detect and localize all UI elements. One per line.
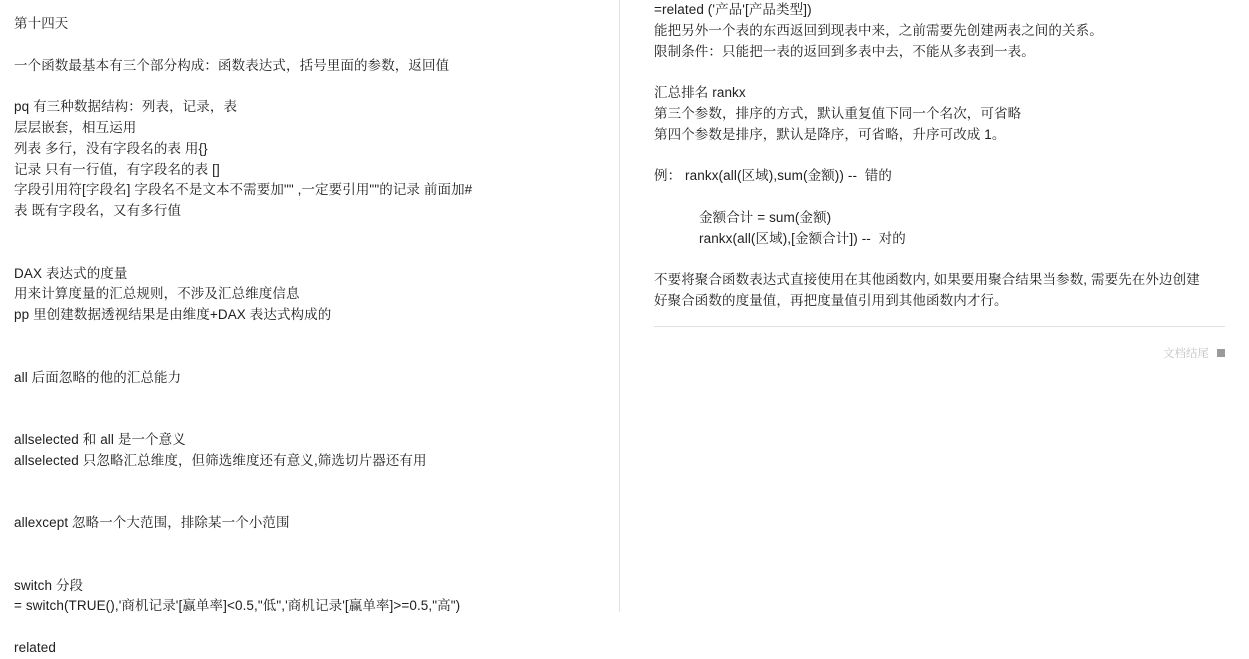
text-line: 表 既有字段名，又有多行值: [14, 203, 182, 219]
text-line: 金额合计 = sum(金额): [699, 209, 832, 225]
text-line: 列表 多行，没有字段名的表 用{}: [14, 140, 208, 156]
blank-line: [654, 62, 1225, 83]
right-text-column: [620, 0, 1249, 612]
blank-line: [14, 388, 595, 409]
text-line: =related ('产品'[产品类型]): [654, 2, 812, 17]
text-line: allexcept 忽略一个大范围，排除某一个小范围: [14, 515, 290, 531]
blank-line: [14, 76, 595, 97]
text-line: 能把另外一个表的东西返回到现表中来，之前需要先创建两表之间的关系。: [654, 22, 1103, 38]
left-column-lines: [14, 14, 595, 659]
text-line: pq 有三种数据结构：列表，记录，表: [14, 99, 238, 115]
blank-line: [14, 534, 595, 555]
document-end-label: 文档结尾: [1163, 347, 1209, 360]
text-line: 字段引用符[字段名] 字段名不是文本不需要加"" ,一定要引用""的记录 前面加#: [14, 182, 473, 198]
text-line: pp 里创建数据透视结果是由维度+DAX 表达式构成的: [14, 307, 332, 323]
blank-line: [654, 187, 1225, 208]
blank-line: [14, 492, 595, 513]
text-line: related: [14, 639, 56, 655]
section-divider: [654, 326, 1225, 327]
blank-line: [654, 146, 1225, 167]
blank-line: [14, 555, 595, 576]
text-line: 第四个参数是排序，默认是降序，可省略，升序可改成 1。: [654, 126, 1006, 142]
document-end-marker: [654, 345, 1225, 361]
blank-line: [14, 617, 595, 638]
blank-line: [14, 35, 595, 56]
blank-line: [14, 326, 595, 347]
text-line: = switch(TRUE(),'商机记录'[赢单率]<0.5,"低",'商机记录'[赢单率]>=0.5,"高"): [14, 598, 461, 614]
text-line: 例： rankx(all(区域),sum(金额)) -- 错的: [654, 168, 892, 184]
text-line: switch 分段: [14, 577, 84, 593]
text-line: 汇总排名 rankx: [654, 85, 746, 101]
right-column-lines: [654, 0, 1225, 312]
left-text-column: [0, 0, 620, 655]
text-line: allselected 只忽略汇总维度，但筛选维度还有意义,筛选切片器还有用: [14, 452, 427, 468]
text-line: 限制条件：只能把一表的返回到多表中去，不能从多表到一表。: [654, 43, 1035, 59]
text-line: 第十四天: [14, 16, 69, 31]
text-line: 记录 只有一行值，有字段名的表 []: [14, 161, 220, 177]
text-line: rankx(all(区域),[金额合计]) -- 对的: [699, 230, 906, 246]
blank-line: [654, 250, 1225, 271]
blank-line: [14, 243, 595, 264]
text-line: 第三个参数，排序的方式，默认重复值下同一个名次，可省略: [654, 105, 1022, 121]
text-line: allselected 和 all 是一个意义: [14, 431, 186, 447]
text-line: 不要将聚合函数表达式直接使用在其他函数内, 如果要用聚合结果当参数, 需要先在外边创建: [654, 272, 1200, 288]
text-line: 用来计算度量的汇总规则，不涉及汇总维度信息: [14, 286, 300, 302]
text-line: 好聚合函数的度量值，再把度量值引用到其他函数内才行。: [654, 293, 1008, 309]
blank-line: [14, 347, 595, 368]
square-marker-icon: [1217, 349, 1225, 357]
blank-line: [14, 222, 595, 243]
blank-line: [14, 409, 595, 430]
text-line: all 后面忽略的他的汇总能力: [14, 369, 182, 385]
blank-line: [14, 472, 595, 493]
text-line: DAX 表达式的度量: [14, 265, 128, 281]
text-line: 层层嵌套，相互运用: [14, 119, 137, 135]
text-line: 一个函数最基本有三个部分构成：函数表达式，括号里面的参数，返回值: [14, 57, 450, 73]
